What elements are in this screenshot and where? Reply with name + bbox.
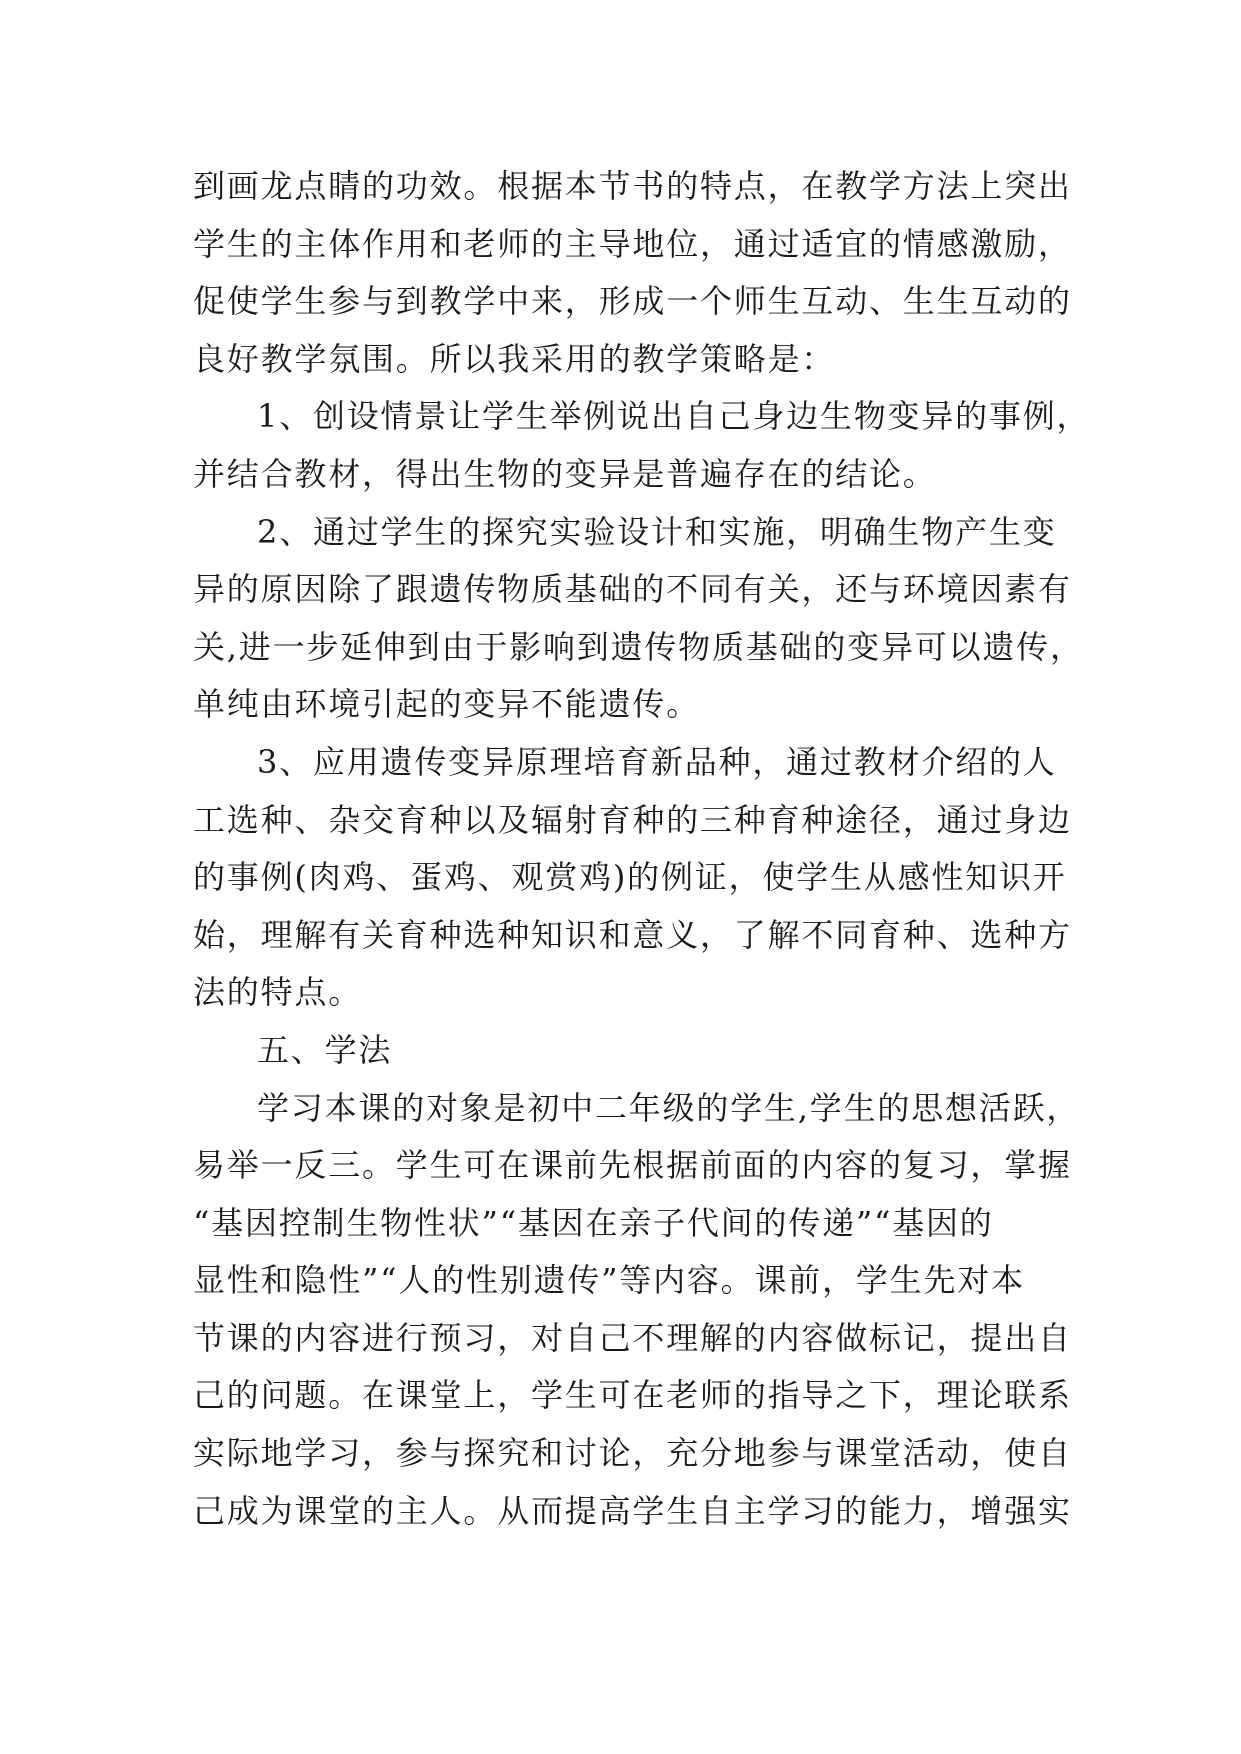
text-line: 节课的内容进行预习，对自己不理解的内容做标记，提出自	[193, 1318, 1072, 1357]
text-line: 异的原因除了跟遗传物质基础的不同有关，还与环境因素有	[193, 570, 1072, 609]
text-line: 促使学生参与到教学中来，形成一个师生互动、生生互动的	[193, 282, 1072, 321]
text-line: 己成为课堂的主人。从而提高学生自主学习的能力，增强实	[193, 1491, 1072, 1530]
text-line: 己的问题。在课堂上，学生可在老师的指导之下，理论联系	[193, 1376, 1072, 1415]
text-line: 始，理解有关育种选种知识和意义，了解不同育种、选种方	[193, 915, 1072, 954]
text-line: 学习本课的对象是初中二年级的学生,学生的思想活跃，	[257, 1088, 1081, 1127]
text-line: 单纯由环境引起的变异不能遗传。	[193, 685, 701, 724]
text-line: “基因控制生物性状”“基因在亲子代间的传递”“基因的	[193, 1203, 994, 1242]
text-line: 工选种、杂交育种以及辐射育种的三种育种途径，通过身边	[193, 800, 1072, 839]
text-line: 的事例(肉鸡、蛋鸡、观赏鸡)的例证，使学生从感性知识开	[193, 858, 1067, 897]
text-line: 2、通过学生的探究实验设计和实施，明确生物产生变	[257, 512, 1057, 551]
text-line: 1、创设情景让学生举例说出自己身边生物变异的事例，	[257, 397, 1091, 436]
text-line: 五、学法	[257, 1030, 393, 1069]
text-line: 关,进一步延伸到由于影响到遗传物质基础的变异可以遗传，	[193, 627, 1084, 666]
text-line: 实际地学习，参与探究和讨论，充分地参与课堂活动，使自	[193, 1434, 1072, 1473]
text-line: 良好教学氛围。所以我采用的教学策略是：	[193, 339, 836, 378]
text-line: 学生的主体作用和老师的主导地位，通过适宜的情感激励，	[193, 224, 1072, 263]
text-line: 显性和隐性”“人的性别遗传”等内容。课前，学生先对本	[193, 1261, 1025, 1300]
text-line: 易举一反三。学生可在课前先根据前面的内容的复习，掌握	[193, 1146, 1072, 1185]
body-text	[193, 158, 1091, 1540]
text-line: 到画龙点睛的功效。根据本节书的特点，在教学方法上突出	[193, 167, 1072, 205]
text-line: 并结合教材，得出生物的变异是普遍存在的结论。	[193, 454, 937, 493]
text-line: 3、应用遗传变异原理培育新品种，通过教材介绍的人	[257, 742, 1057, 781]
text-line: 法的特点。	[193, 973, 363, 1012]
